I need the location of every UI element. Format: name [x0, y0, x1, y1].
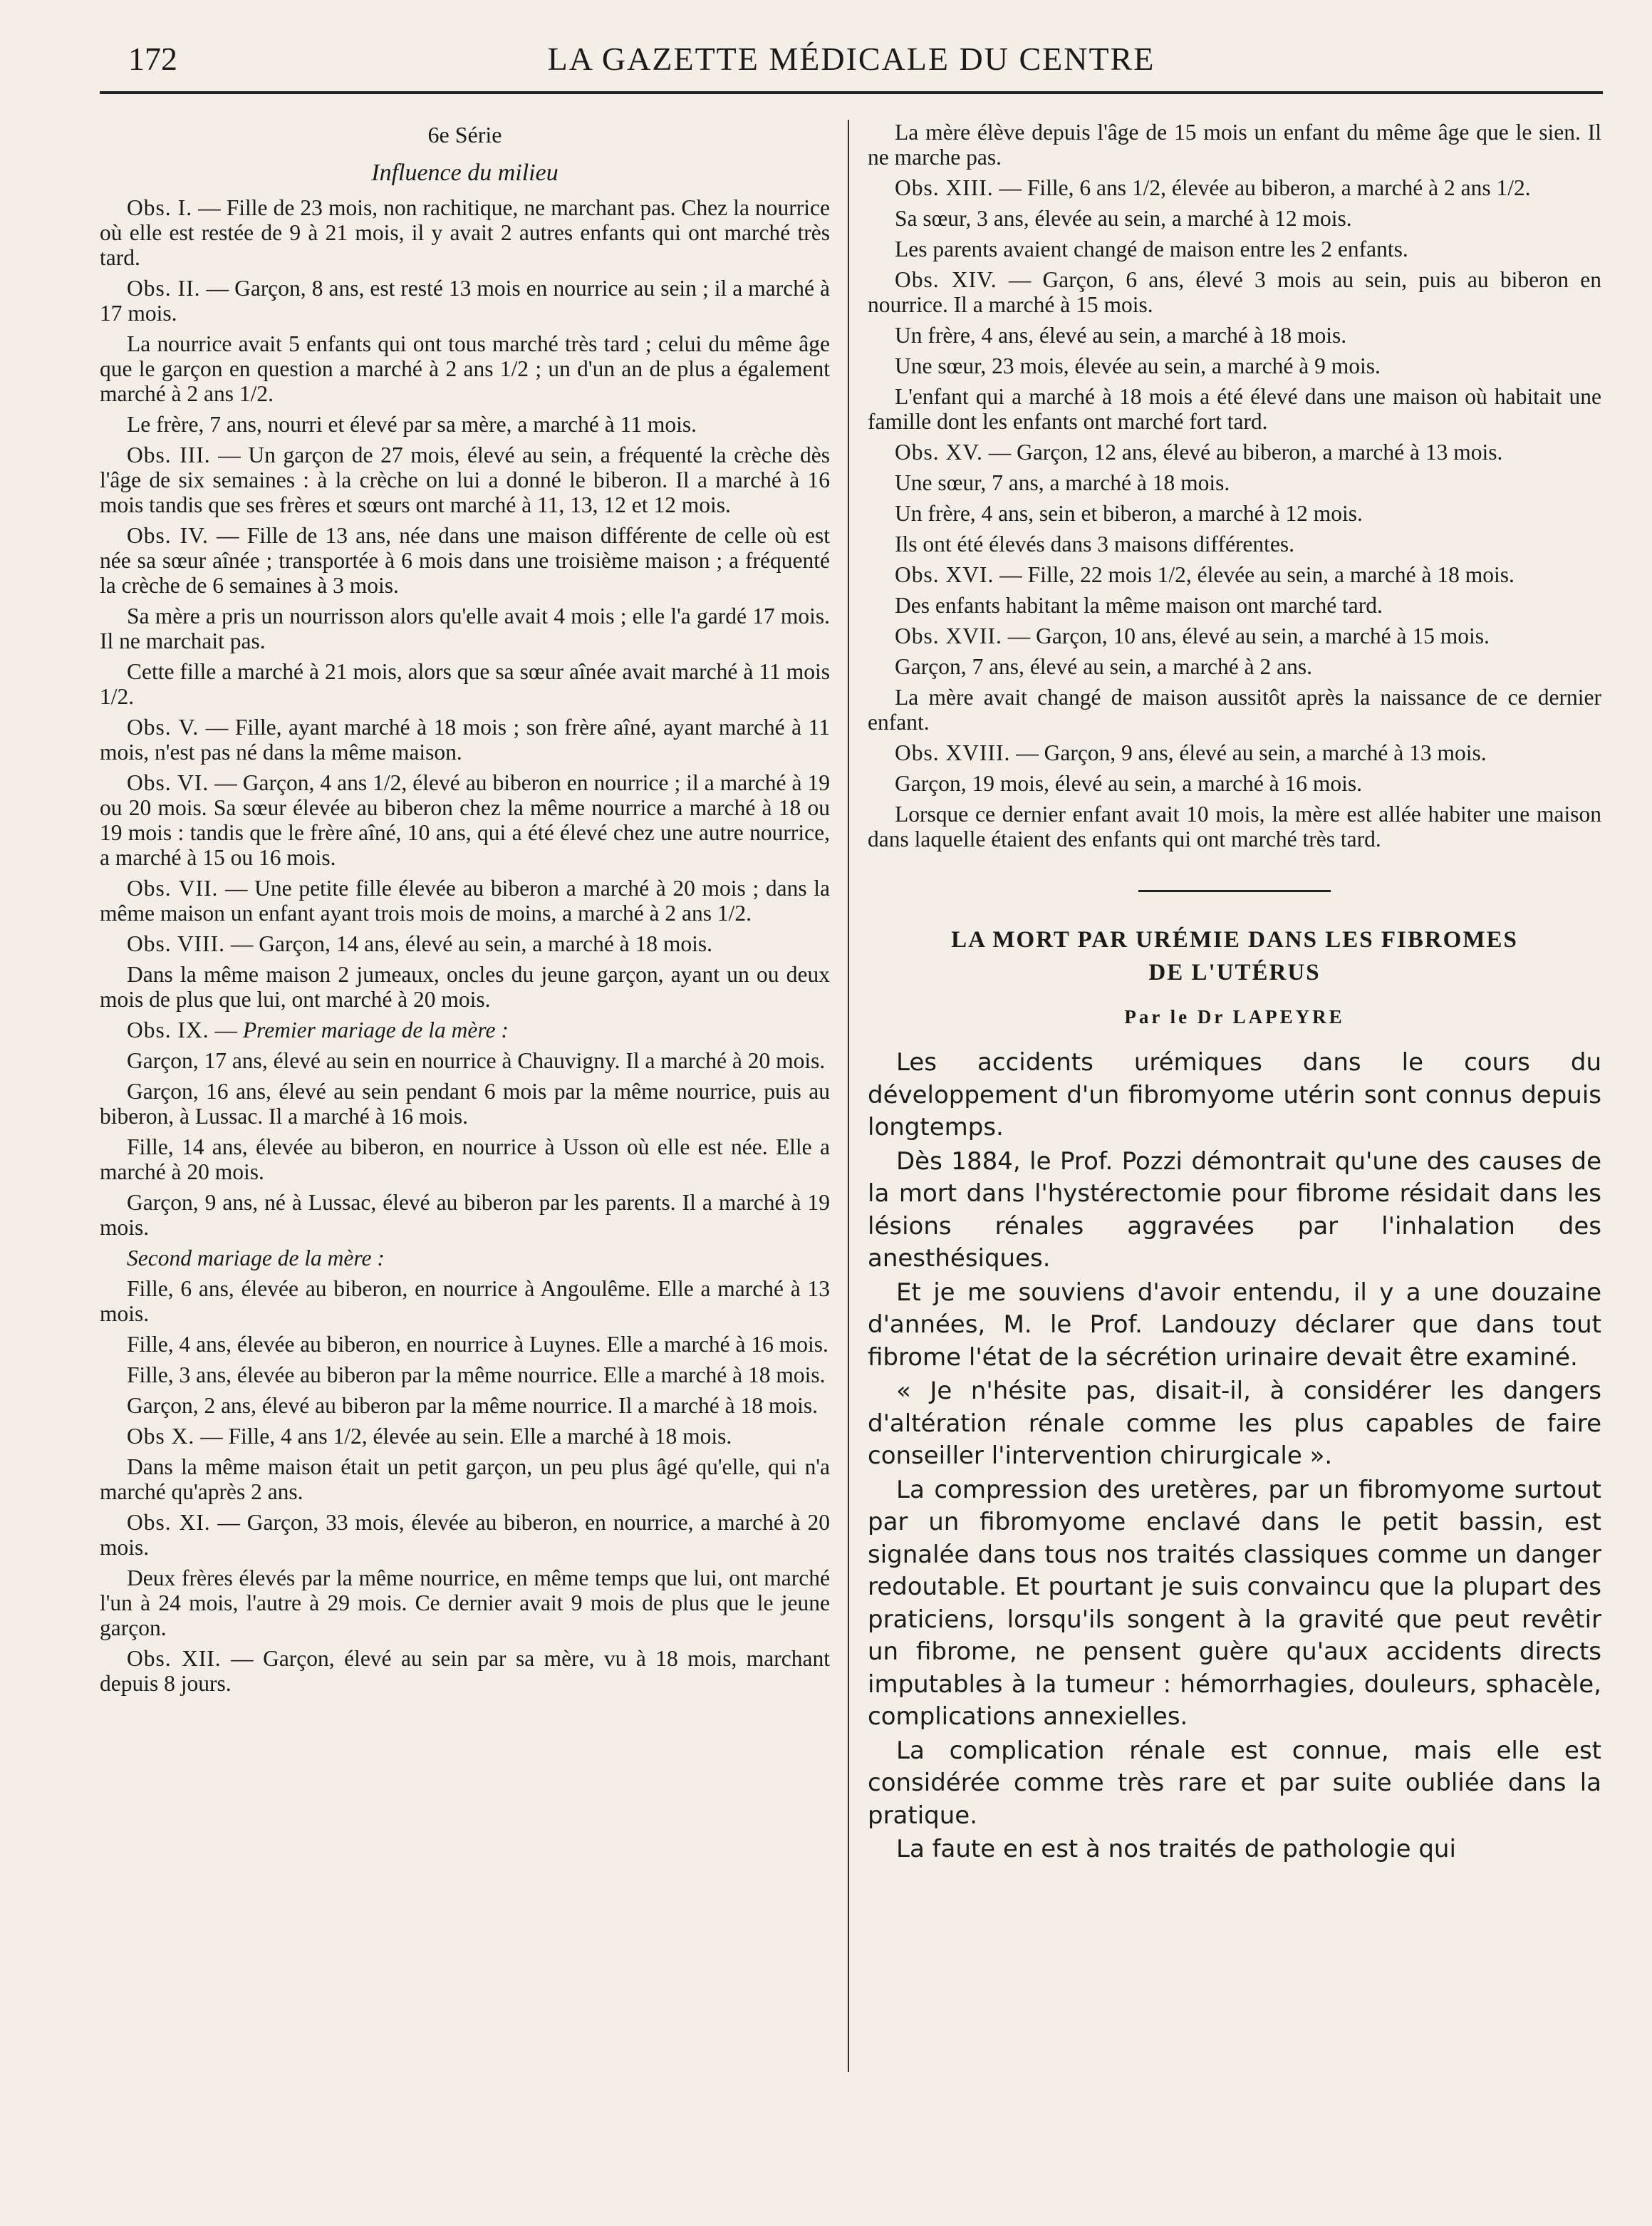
article-paragraph: « Je n'hésite pas, disait-il, à considérer les dangers d'altération rénale comme les plus capables de faire conseiller l'intervention chirurgicale ».	[868, 1377, 1601, 1470]
observation-12: Obs. XII. — Garçon, élevé au sein par sa mère, vu à 18 mois, marchant depuis 8 jours.	[100, 1646, 830, 1696]
paragraph: Le frère, 7 ans, nourri et élevé par sa mère, a marché à 11 mois.	[127, 412, 697, 437]
observation-11: Obs. XI. — Garçon, 33 mois, élevée au biberon, en nourrice, a marché à 20 mois.	[100, 1510, 830, 1560]
article-paragraph: La complication rénale est connue, mais elle est considérée comme très rare et par suite oubliée dans la pratique.	[868, 1736, 1601, 1830]
paragraph: Sa sœur, 3 ans, élevée au sein, a marché à 12 mois.	[895, 206, 1352, 231]
obs-label: Obs. XIV.	[895, 267, 997, 292]
paragraph: Lorsque ce dernier enfant avait 10 mois, la mère est allée habiter une maison dans laquelle étaient des enfants qui ont marché très tard.	[868, 802, 1601, 851]
article-paragraph: La compression des uretères, par un fibromyome surtout par un fibromyome enclavé dans le petit bassin, est signalée dans tous nos traités classiques comme un danger redoutable. Et pourtant je suis convaincu que la plupart des praticiens, lorsqu'ils songent à la gravité que peut revêtir un fibrome, ne pensent guère qu'aux accidents directs imputables à la tumeur : hémorrhagies, douleurs, sphacèle, complications annexielles.	[868, 1475, 1601, 1731]
observation-5: Obs. V. — Fille, ayant marché à 18 mois ; son frère aîné, ayant marché à 11 mois, n'est pas né dans la même maison.	[100, 715, 830, 765]
obs-label: Obs. VI.	[127, 770, 209, 795]
paragraph: La nourrice avait 5 enfants qui ont tous marché très tard ; celui du même âge que le garçon en question a marché à 2 ans 1/2 ; un d'un an de plus a également marché à 2 ans 1/2.	[100, 331, 830, 406]
observation-1: Obs. I. — Fille de 23 mois, non rachitique, ne marchant pas. Chez la nourrice où elle est restée de 9 à 21 mois, il y avait 2 autres enfants qui ont marché très tard.	[100, 195, 830, 270]
obs-label: Obs. XVIII.	[895, 740, 1011, 765]
paragraph: Fille, 14 ans, élevée au biberon, en nourrice à Usson où elle est née. Elle a marché à 20 mois.	[100, 1134, 830, 1184]
obs-label: Obs. I.	[127, 195, 193, 220]
observation-6: Obs. VI. — Garçon, 4 ans 1/2, élevé au biberon en nourrice ; il a marché à 19 ou 20 mois. Sa sœur élevée au biberon chez la même nourrice a marché à 18 ou 19 mois : tandis que le frère aîné, 10 ans, qui a été élevé chez une autre nourrice, a marché à 15 ou 16 mois.	[100, 770, 830, 870]
paragraph: Fille, 3 ans, élevée au biberon par la même nourrice. Elle a marché à 18 mois.	[127, 1362, 826, 1387]
column-divider	[848, 120, 849, 2072]
section-separator	[1138, 890, 1331, 892]
paragraph: Cette fille a marché à 21 mois, alors que sa sœur aînée avait marché à 11 mois 1/2.	[100, 659, 830, 709]
observation-17: Obs. XVII. — Garçon, 10 ans, élevé au sein, a marché à 15 mois.	[895, 623, 1490, 648]
italic-heading: Premier mariage de la mère :	[242, 1018, 509, 1042]
obs-label: Obs. VII.	[127, 876, 219, 901]
observation-4: Obs. IV. — Fille de 13 ans, née dans une maison différente de celle où est née sa sœur aînée ; transportée à 6 mois dans une troisième maison ; a fréquenté la crèche de 6 semaines à 3 mois.	[100, 523, 831, 598]
paragraph: Garçon, 19 mois, élevé au sein, a marché à 16 mois.	[895, 771, 1363, 796]
page-number: 172	[128, 41, 177, 77]
article-paragraph: La faute en est à nos traités de pathologie qui	[896, 1835, 1456, 1863]
article-body	[868, 1047, 1601, 1866]
paragraph: Un frère, 4 ans, sein et biberon, a marché à 12 mois.	[895, 501, 1363, 526]
obs-label: Obs. V.	[127, 715, 199, 740]
paragraph: La mère avait changé de maison aussitôt après la naissance de ce dernier enfant.	[868, 685, 1601, 735]
article-paragraph: Et je me souviens d'avoir entendu, il y a une douzaine d'années, M. le Prof. Landouzy déclarer que dans tout fibrome l'état de la sécrétion urinaire devait être examiné.	[868, 1278, 1601, 1372]
page-header	[100, 34, 1603, 94]
paragraph: L'enfant qui a marché à 18 mois a été élevé dans une maison où habitait une famille dont les enfants ont marché fort tard.	[868, 384, 1601, 434]
observation-18: Obs. XVIII. — Garçon, 9 ans, élevé au sein, a marché à 13 mois.	[895, 740, 1487, 765]
right-column	[868, 120, 1601, 1868]
paragraph: Sa mère a pris un nourrisson alors qu'elle avait 4 mois ; elle l'a gardé 17 mois. Il ne marchait pas.	[100, 604, 830, 653]
paragraph: Dans la même maison était un petit garçon, un peu plus âgé qu'elle, qui n'a marché qu'après 2 ans.	[100, 1454, 830, 1504]
paragraph: Un frère, 4 ans, élevé au sein, a marché à 18 mois.	[895, 323, 1347, 348]
obs-label: Obs. XV.	[895, 440, 983, 465]
obs-label: Obs. XIII.	[895, 175, 994, 200]
article-byline: Par le Dr LAPEYRE	[1124, 1006, 1345, 1027]
obs-label: Obs. III.	[127, 442, 211, 467]
left-column	[100, 120, 830, 1702]
observation-16: Obs. XVI. — Fille, 22 mois 1/2, élevée au sein, a marché à 18 mois.	[895, 562, 1515, 587]
obs-label: Obs. II.	[127, 276, 201, 301]
obs-label: Obs. XVII.	[895, 623, 1002, 648]
paragraph: Les parents avaient changé de maison entre les 2 enfants.	[895, 237, 1408, 262]
section-subtitle: Influence du milieu	[371, 160, 559, 186]
paragraph: Garçon, 2 ans, élevé au biberon par la même nourrice. Il a marché à 18 mois.	[127, 1393, 818, 1418]
article-title: LA MORT PAR URÉMIE DANS LES FIBROMES DE L'UTÉRUS	[951, 927, 1518, 985]
series-heading: 6e Série	[427, 122, 502, 147]
paragraph: Fille, 6 ans, élevée au biberon, en nourrice à Angoulême. Elle a marché à 13 mois.	[100, 1276, 830, 1326]
obs-label: Obs. XII.	[127, 1646, 222, 1671]
observation-14: Obs. XIV. — Garçon, 6 ans, élevé 3 mois au sein, puis au biberon en nourrice. Il a marché à 15 mois.	[868, 267, 1601, 317]
observation-3: Obs. III. — Un garçon de 27 mois, élevé au sein, a fréquenté la crèche dès l'âge de six semaines : à la crèche on lui a donné le biberon. Il a marché à 16 mois tandis que ses frères et sœurs ont marché à 11, 13, 12 et 12 mois.	[100, 442, 830, 517]
italic-heading: Second mariage de la mère :	[127, 1246, 385, 1270]
paragraph: Garçon, 9 ans, né à Lussac, élevé au biberon par les parents. Il a marché à 19 mois.	[100, 1190, 830, 1240]
obs-label: Obs. XI.	[127, 1510, 211, 1535]
observation-15: Obs. XV. — Garçon, 12 ans, élevé au biberon, a marché à 13 mois.	[895, 440, 1503, 465]
observation-10: Obs X. — Fille, 4 ans 1/2, élevée au sein. Elle a marché à 18 mois.	[127, 1424, 732, 1449]
observation-2: Obs. II. — Garçon, 8 ans, est resté 13 mois en nourrice au sein ; il a marché à 17 mois.	[100, 276, 830, 326]
continued-paragraph: La mère élève depuis l'âge de 15 mois un enfant du même âge que le sien. Il ne marche pas.	[868, 120, 1601, 170]
paragraph: Garçon, 7 ans, élevé au sein, a marché à 2 ans.	[895, 654, 1312, 679]
paragraph: Fille, 4 ans, élevée au biberon, en nourrice à Luynes. Elle a marché à 16 mois.	[127, 1332, 828, 1357]
paragraph: Deux frères élevés par la même nourrice, en même temps que lui, ont marché l'un à 24 mois, l'autre à 29 mois. Ce dernier avait 9 mois de plus que le jeune garçon.	[100, 1565, 830, 1640]
paragraph: Une sœur, 7 ans, a marché à 18 mois.	[895, 470, 1230, 495]
paragraph: Des enfants habitant la même maison ont marché tard.	[895, 593, 1383, 618]
obs-label: Obs. IV.	[127, 523, 209, 548]
obs-label: Obs X.	[127, 1424, 195, 1449]
paragraph: Ils ont été élevés dans 3 maisons différentes.	[895, 532, 1295, 556]
article-paragraph: Dès 1884, le Prof. Pozzi démontrait qu'une des causes de la mort dans l'hystérectomie pour fibrome résidait dans les lésions rénales aggravées par l'inhalation des anesthésiques.	[868, 1146, 1601, 1273]
observation-7: Obs. VII. — Une petite fille élevée au biberon a marché à 20 mois ; dans la même maison un enfant ayant trois mois de moins, a marché à 2 ans 1/2.	[100, 876, 831, 926]
obs-label: Obs. VIII.	[127, 931, 226, 956]
paragraph: Dans la même maison 2 jumeaux, oncles du jeune garçon, ayant un ou deux mois de plus que lui, ont marché à 20 mois.	[100, 962, 830, 1012]
obs-label: Obs. XVI.	[895, 562, 994, 587]
paragraph: Garçon, 17 ans, élevé au sein en nourrice à Chauvigny. Il a marché à 20 mois.	[127, 1048, 826, 1073]
running-title: LA GAZETTE MÉDICALE DU CENTRE	[547, 41, 1155, 77]
observation-9: Obs. IX. — Premier mariage de la mère :	[127, 1018, 509, 1042]
paragraph: Garçon, 16 ans, élevé au sein pendant 6 mois par la même nourrice, puis au biberon, à Lussac. Il a marché à 16 mois.	[100, 1079, 830, 1129]
obs-label: Obs. IX.	[127, 1018, 209, 1042]
article-paragraph: Les accidents urémiques dans le cours du développement d'un fibromyome utérin sont connus depuis longtemps.	[868, 1048, 1601, 1142]
observation-13: Obs. XIII. — Fille, 6 ans 1/2, élevée au biberon, a marché à 2 ans 1/2.	[895, 175, 1531, 200]
paragraph: Une sœur, 23 mois, élevée au sein, a marché à 9 mois.	[895, 353, 1381, 378]
observation-8: Obs. VIII. — Garçon, 14 ans, élevé au sein, a marché à 18 mois.	[127, 931, 713, 956]
